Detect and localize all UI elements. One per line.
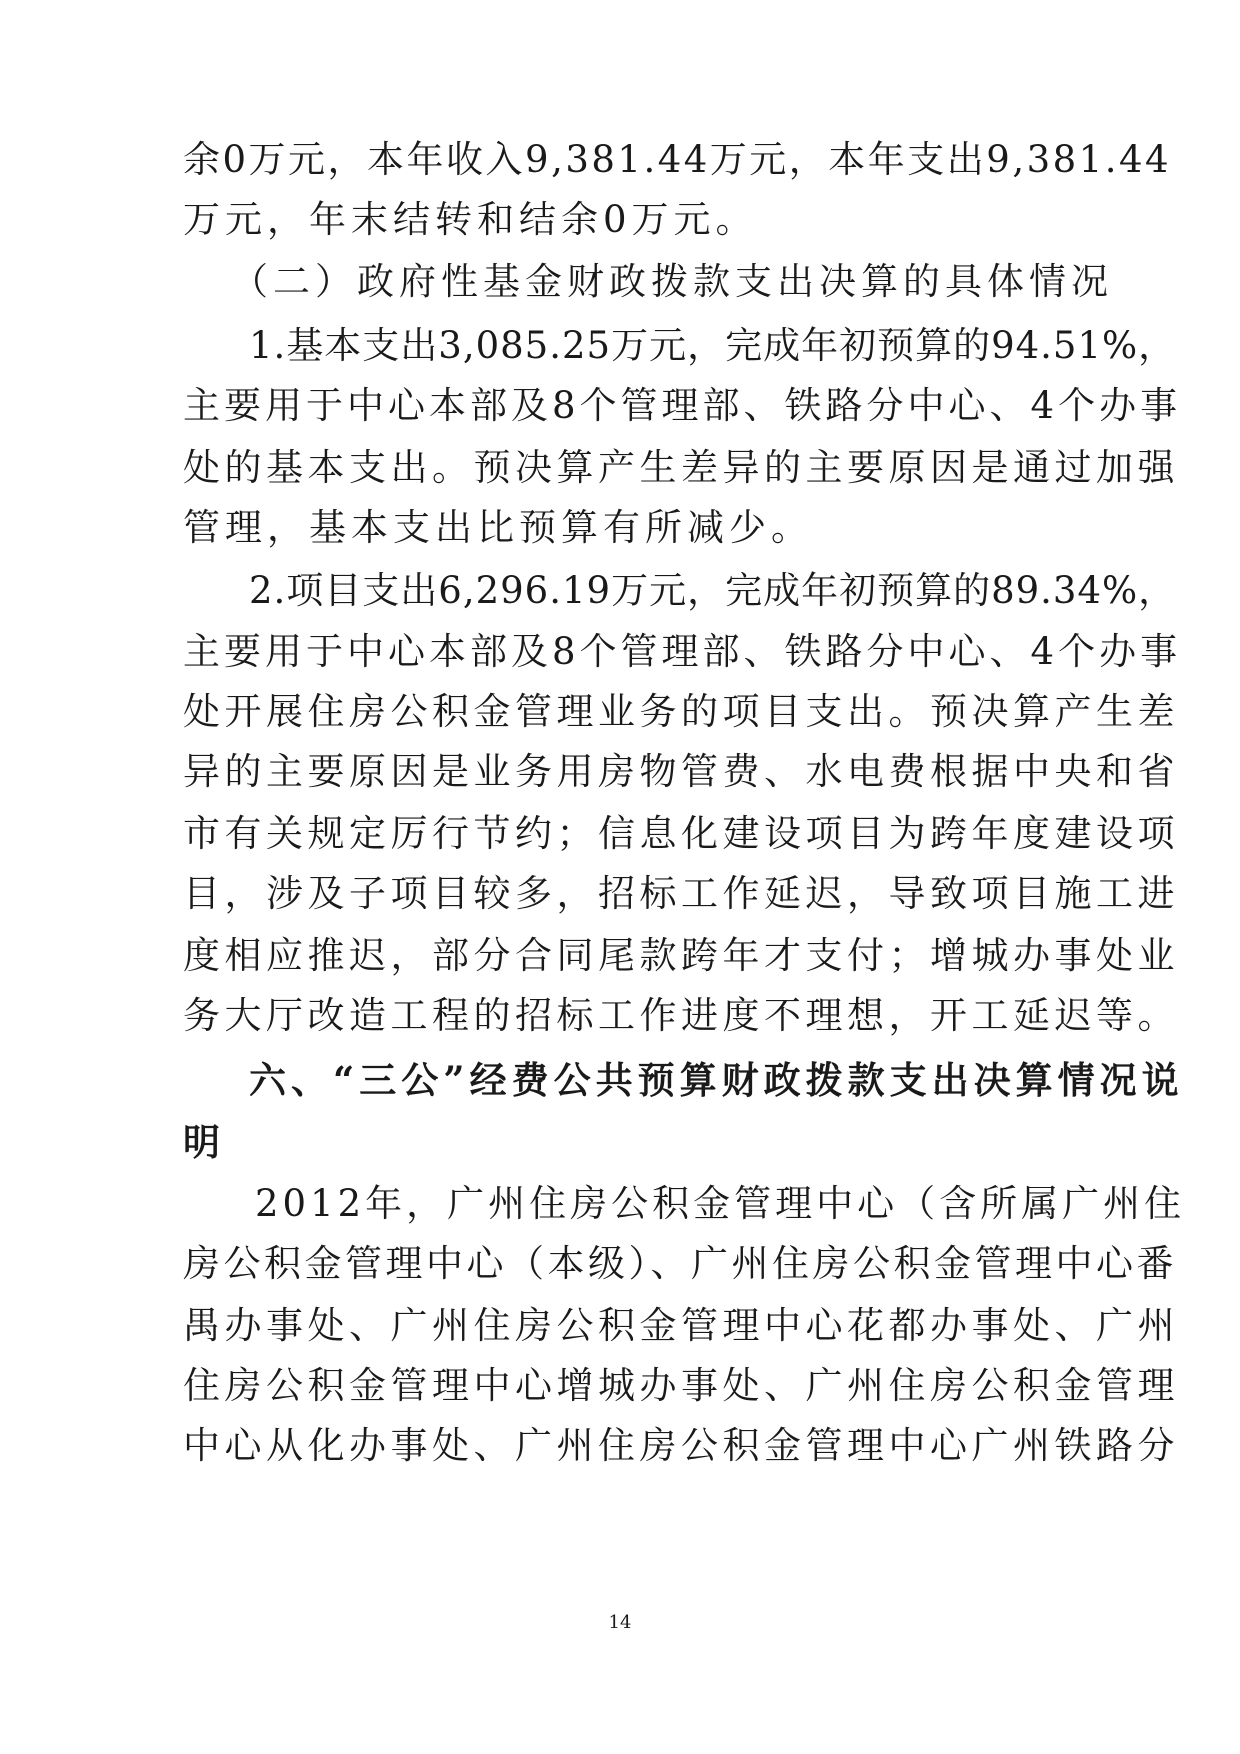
page-number: 14 — [608, 1612, 632, 1633]
text-line-1: 余0万元，本年收入9,381.44万元，本年支出9,381.44 — [183, 138, 1172, 181]
text-line-15: 务大厅改造工程的招标工作进度不理想，开工延迟等。 — [183, 994, 1179, 1037]
text-line-19: 房公积金管理中心（本级）、广州住房公积金管理中心番 — [183, 1242, 1177, 1285]
text-line-9: 主要用于中心本部及8个管理部、铁路分中心、4个办事 — [183, 630, 1182, 673]
section-heading-continued: 明 — [183, 1120, 225, 1164]
text-line-22: 中心从化办事处、广州住房公积金管理中心广州铁路分 — [183, 1424, 1179, 1467]
text-line-12: 市有关规定厉行节约；信息化建设项目为跨年度建设项 — [183, 812, 1179, 855]
text-line-13: 目，涉及子项目较多，招标工作延迟，导致项目施工进 — [183, 872, 1179, 915]
text-line-5: 主要用于中心本部及8个管理部、铁路分中心、4个办事 — [183, 384, 1182, 427]
text-line-18: 2012年，广州住房公积金管理中心（含所属广州住 — [255, 1182, 1186, 1225]
text-line-14: 度相应推迟，部分合同尾款跨年才支付；增城办事处业 — [183, 934, 1179, 977]
subsection-heading: （二）政府性基金财政拨款支出决算的具体情况 — [231, 260, 1113, 303]
text-line-6: 处的基本支出。预决算产生差异的主要原因是通过加强 — [183, 446, 1179, 489]
text-line-4: 1.基本支出3,085.25万元，完成年初预算的94.51%， — [249, 324, 1177, 367]
text-line-11: 异的主要原因是业务用房物管费、水电费根据中央和省 — [183, 750, 1179, 793]
text-line-8: 2.项目支出6,296.19万元，完成年初预算的89.34%， — [249, 569, 1177, 612]
text-line-2: 万元，年末结转和结余0万元。 — [183, 198, 758, 241]
text-line-21: 住房公积金管理中心增城办事处、广州住房公积金管理 — [183, 1364, 1179, 1407]
text-line-7: 管理，基本支出比预算有所减少。 — [183, 506, 813, 549]
text-line-10: 处开展住房公积金管理业务的项目支出。预决算产生差 — [183, 690, 1179, 733]
text-line-20: 禺办事处、广州住房公积金管理中心花都办事处、广州 — [183, 1304, 1179, 1347]
section-heading: 六、“三公”经费公共预算财政拨款支出决算情况说 — [249, 1058, 1184, 1102]
